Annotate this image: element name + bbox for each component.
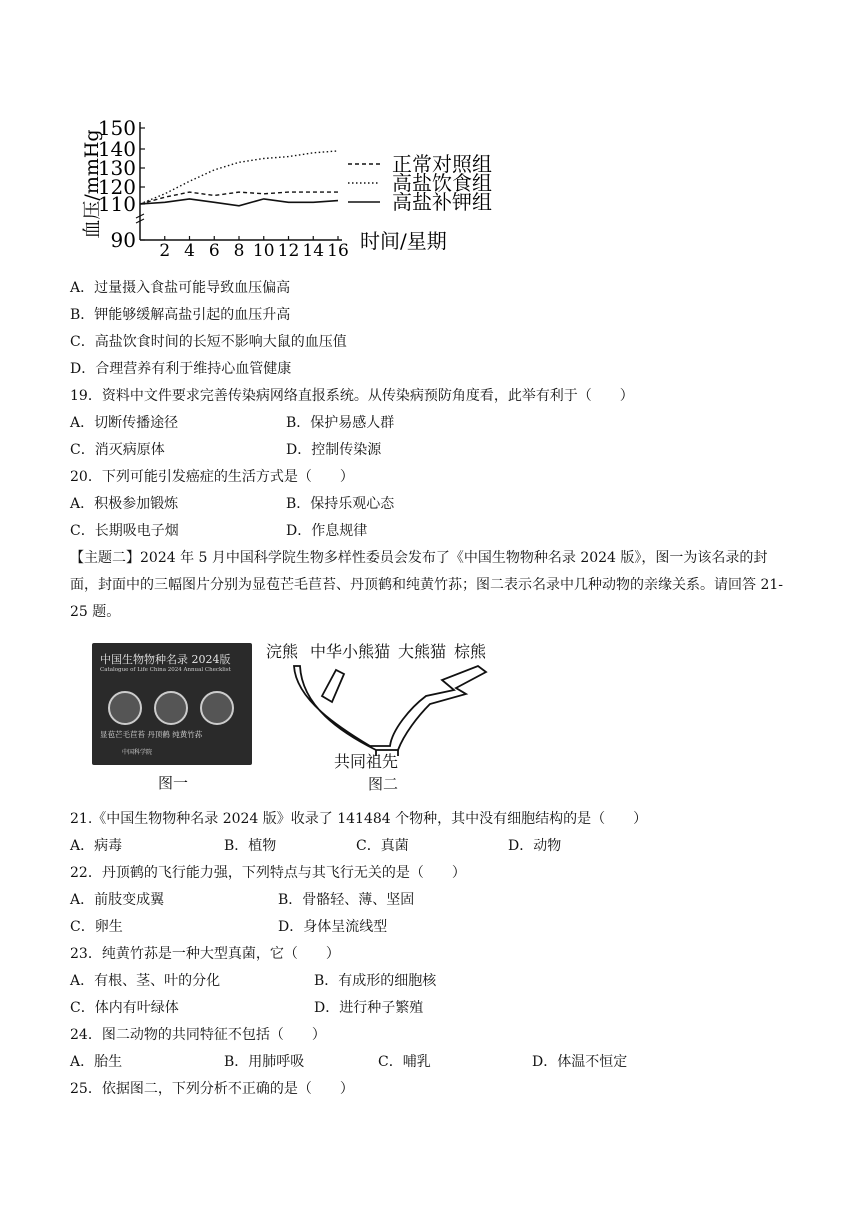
catalogue-cover-image — [92, 643, 252, 765]
fungus-photo — [200, 691, 234, 725]
q19-stem: 19．资料中文件要求完善传染病网络直报系统。从传染病预防角度看，此举有利于（ ） — [70, 388, 634, 404]
q21-option-b: B．植物 — [224, 838, 277, 854]
q24-stem: 24．图二动物的共同特征不包括（ ） — [70, 1027, 326, 1043]
q20-option-d: D．作息规律 — [286, 523, 368, 539]
legend-label: 高盐补钾组 — [392, 190, 492, 214]
label-giant-panda: 大熊猫 — [398, 642, 447, 661]
legend-label: 高盐饮食组 — [392, 171, 492, 195]
cover-species-names: 显苞芒毛苣苔 丹顶鹤 纯黄竹荪 — [100, 730, 203, 739]
q22-option-d: D．身体呈流线型 — [278, 919, 388, 935]
q19-option-b: B．保护易感人群 — [286, 415, 395, 431]
q23-stem: 23．纯黄竹荪是一种大型真菌，它（ ） — [70, 946, 340, 962]
figure2-caption: 图二 — [368, 775, 399, 793]
q18-option-a: A．过量摄入食盐可能导致血压偏高 — [70, 280, 291, 296]
q23-option-d: D．进行种子繁殖 — [314, 1000, 424, 1016]
q23-option-a: A．有根、茎、叶的分化 — [70, 973, 221, 989]
x-tick-label: 14 — [302, 241, 325, 261]
plant-photo — [108, 691, 142, 725]
cover-title: 中国生物物种名录 2024版 — [100, 653, 231, 666]
q22-stem: 22．丹顶鹤的飞行能力强，下列特点与其飞行无关的是（ ） — [70, 865, 466, 881]
y-tick-label: 150 — [97, 116, 136, 140]
q18-option-b: B．钾能够缓解高盐引起的血压升高 — [70, 307, 291, 323]
q24-option-b: B．用肺呼吸 — [224, 1054, 305, 1070]
series-line — [140, 199, 338, 206]
q22-option-b: B．骨骼轻、薄、坚固 — [278, 892, 415, 908]
q19-option-c: C．消灭病原体 — [70, 442, 165, 458]
y-tick-label: 90 — [110, 228, 136, 252]
cover-publisher: 中国科学院 — [122, 749, 153, 756]
x-tick-label: 6 — [208, 241, 220, 261]
q20-option-b: B．保持乐观心态 — [286, 496, 395, 512]
q19-option-d: D．控制传染源 — [286, 442, 382, 458]
label-brown-bear: 棕熊 — [454, 642, 487, 661]
q24-option-c: C．哺乳 — [378, 1054, 431, 1070]
blood-pressure-chart — [80, 112, 510, 262]
q21-option-c: C．真菌 — [356, 838, 409, 854]
x-tick-label: 16 — [327, 241, 349, 261]
label-common-ancestor: 共同祖先 — [334, 752, 399, 771]
q19-option-a: A．切断传播途径 — [70, 415, 179, 431]
q20-option-a: A．积极参加锻炼 — [70, 496, 179, 512]
x-tick-label: 12 — [277, 241, 300, 261]
q22-option-a: A．前肢变成翼 — [70, 892, 165, 908]
y-tick-label: 130 — [97, 156, 136, 180]
theme2-intro: 【主题二】2024 年 5 月中国科学院生物多样性委员会发布了《中国生物物种名录 2024 版》，图一为该名录的封面，封面中的三幅图片分别为显苞芒毛苣苔、丹顶鹤和纯黄竹荪；图二表示名录中几种动物的亲缘关系。请回答 21-25 题。 — [70, 550, 783, 620]
label-raccoon: 浣熊 — [266, 642, 299, 661]
x-axis-label: 时间/星期 — [360, 229, 447, 253]
tree-branches — [294, 666, 486, 750]
q18-option-d: D．合理营养有利于维持心血管健康 — [70, 361, 292, 377]
q21-option-a: A．病毒 — [70, 838, 123, 854]
q21-stem: 21.《中国生物物种名录 2024 版》收录了 141484 个物种，其中没有细胞结构的是（ ） — [70, 811, 648, 827]
y-tick-label: 140 — [97, 137, 136, 161]
q23-option-c: C．体内有叶绿体 — [70, 1000, 179, 1016]
y-axis-label: 血压/mmHg — [81, 129, 103, 239]
q23-option-b: B．有成形的细胞核 — [314, 973, 437, 989]
q22-option-c: C．卵生 — [70, 919, 123, 935]
q24-option-a: A．胎生 — [70, 1054, 123, 1070]
legend-label: 正常对照组 — [392, 152, 492, 176]
crane-photo — [154, 691, 188, 725]
label-red-panda: 中华小熊猫 — [310, 642, 391, 661]
q20-stem: 20．下列可能引发癌症的生活方式是（ ） — [70, 469, 354, 485]
y-tick-label: 120 — [97, 175, 136, 199]
q25-stem: 25．依据图二，下列分析不正确的是（ ） — [70, 1081, 354, 1097]
q21-option-d: D．动物 — [508, 838, 562, 854]
x-tick-label: 4 — [184, 241, 195, 261]
q24-option-d: D．体温不恒定 — [532, 1054, 628, 1070]
q20-option-c: C．长期吸电子烟 — [70, 523, 179, 539]
phylogenetic-tree — [280, 660, 500, 760]
x-tick-label: 8 — [233, 241, 245, 261]
figure1-caption: 图一 — [158, 774, 189, 792]
q18-option-c: C．高盐饮食时间的长短不影响大鼠的血压值 — [70, 334, 347, 350]
cover-subtitle: Catalogue of Life China 2024 Annual Checklist — [100, 667, 231, 673]
x-tick-label: 10 — [252, 241, 275, 261]
x-tick-label: 2 — [159, 241, 171, 261]
y-tick-label: 110 — [97, 192, 136, 216]
